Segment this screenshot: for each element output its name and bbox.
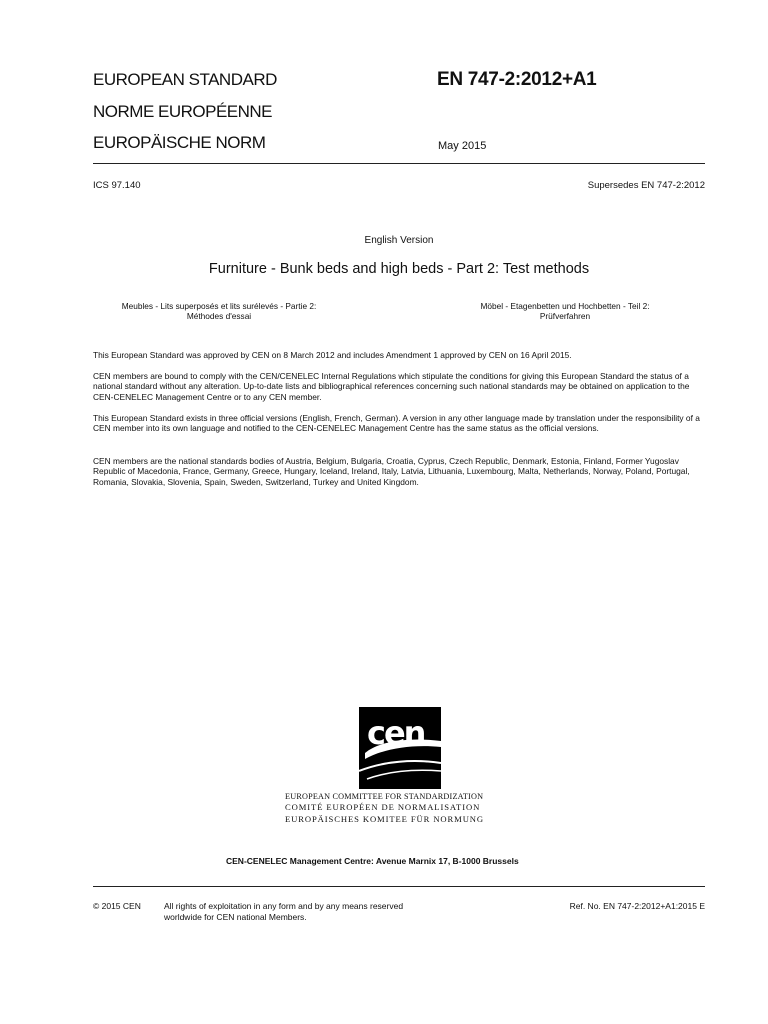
committee-names: [285, 791, 525, 825]
rights-line-1: All rights of exploitation in any form and by any means reserved: [164, 901, 404, 911]
approval-paragraph: This European Standard was approved by CEN on 8 March 2012 and includes Amendment 1 approved by CEN on 16 April 2015.: [93, 350, 572, 360]
rights-line-2: worldwide for CEN national Members.: [164, 912, 307, 922]
copyright: © 2015 CEN: [93, 901, 141, 911]
rights-notice: [164, 901, 403, 923]
reference-number: Ref. No. EN 747-2:2012+A1:2015 E: [569, 901, 705, 911]
committee-name-fr: COMITÉ EUROPÉEN DE NORMALISATION: [285, 802, 481, 813]
standard-number: EN 747-2:2012+A1: [437, 69, 597, 90]
french-subtitle-line-2: Méthodes d'essai: [186, 311, 252, 321]
management-centre-address: CEN-CENELEC Management Centre: Avenue Marnix 17, B-1000 Brussels: [226, 856, 519, 866]
header-line-en: EUROPEAN STANDARD: [93, 70, 277, 89]
versions-paragraph: This European Standard exists in three official versions (English, French, German). A version in any other language made by translation under the responsibility of a CEN member into its own language and notified to the CEN-CENELEC Management Centre has the same status as the official versions.: [93, 413, 700, 434]
german-subtitle-line-2: Prüfverfahren: [539, 311, 591, 321]
supersedes-note: Supersedes EN 747-2:2012: [587, 180, 705, 191]
cen-logo: [359, 707, 441, 789]
committee-name-de: EUROPÄISCHES KOMITEE FÜR NORMUNG: [285, 813, 485, 824]
regulations-paragraph: CEN members are bound to comply with the CEN/CENELEC Internal Regulations which stipulate the conditions for giving this European Standard the status of a national standard without any alteration. Up-to-date lists and bibliographical references concerning such national standards may be obtained on application to the CEN-CENELEC Management Centre or to any CEN member.: [93, 371, 690, 402]
publication-date: May 2015: [438, 140, 487, 152]
version-label: English Version: [364, 235, 434, 246]
german-subtitle: [450, 301, 680, 321]
german-subtitle-line-1: Möbel - Etagenbetten und Hochbetten - Teil 2:: [480, 301, 650, 311]
document-title: Furniture - Bunk beds and high beds - Part 2: Test methods: [208, 261, 590, 277]
header-line-fr: NORME EUROPÉENNE: [93, 102, 273, 121]
committee-name-en: EUROPEAN COMMITTEE FOR STANDARDIZATION: [285, 792, 484, 801]
footer-rule: [93, 886, 705, 887]
french-subtitle: [104, 301, 334, 321]
french-subtitle-line-1: Meubles - Lits superposés et lits surélevés - Partie 2:: [121, 301, 317, 311]
ics-code: ICS 97.140: [93, 180, 141, 191]
members-paragraph: CEN members are the national standards bodies of Austria, Belgium, Bulgaria, Croatia, Cyprus, Czech Republic, Denmark, Estonia, Finland, Former Yugoslav Republic of Macedonia, France, Germany, Greece, Hungary, Iceland, Ireland, Italy, Latvia, Lithuania, Luxembourg, Malta, Netherlands, Norway, Poland, Portugal, Romania, Slovakia, Slovenia, Spain, Sweden, Switzerland, Turkey and United Kingdom.: [93, 456, 690, 487]
header-line-de: EUROPÄISCHE NORM: [93, 133, 266, 152]
cen-logo-text: cen: [367, 714, 425, 752]
header-rule: [93, 163, 705, 164]
